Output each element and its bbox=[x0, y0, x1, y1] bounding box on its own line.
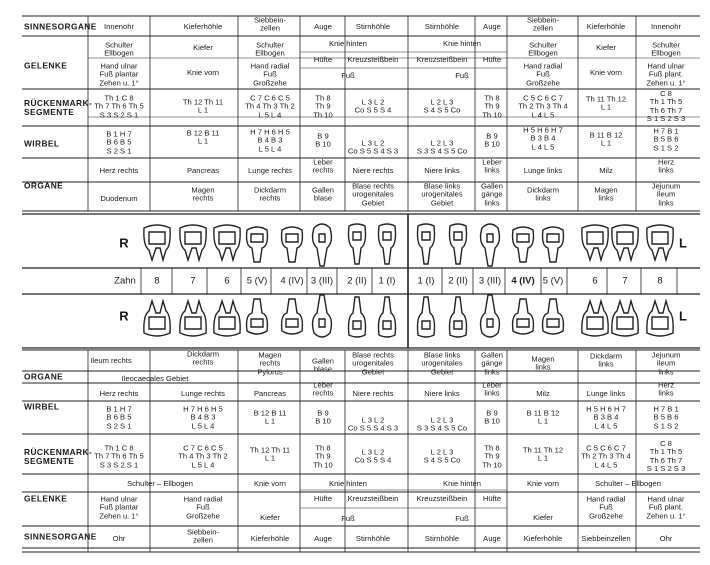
cell-text: Th 1 C 8 Th 7 Th 6 Th 5 S 3 S 2 S 1 bbox=[94, 443, 144, 470]
cell-text: Kreuzsteißbein bbox=[347, 54, 399, 64]
cell-text: Niere rechts bbox=[352, 388, 394, 398]
cell-text: L 3 L 2 Co S 5 S 4 S 3 bbox=[347, 138, 399, 156]
cell-text: Hüfte bbox=[313, 493, 333, 503]
cell-text: Knie hinten bbox=[329, 478, 367, 488]
cell-text: C 5 C 6 C 7 Th 2 Th 3 Th 4 L 4 L 5 bbox=[518, 93, 568, 120]
cell-text: Th 1 C 8 Th 7 Th 6 Th 5 S 3 S 2 S 1 bbox=[94, 93, 144, 120]
cell-text: Gallen blase bbox=[312, 185, 334, 203]
cell-text: B 9 B 10 bbox=[484, 131, 500, 149]
cell-text: Siebbein- zellen bbox=[253, 15, 287, 33]
cell-text: Hüfte bbox=[313, 54, 333, 64]
premolar-tooth-icon bbox=[247, 299, 268, 334]
cell-text: Auge bbox=[483, 533, 501, 543]
cell-text: Hand ulnar Fuß plantar Zehen u. 1° bbox=[99, 494, 139, 521]
molar-tooth-icon bbox=[612, 301, 638, 336]
cell-text: Blase links urogenitales Gebiet bbox=[421, 350, 463, 377]
row-label: RÜCKENMARK- SEGMENTE bbox=[24, 98, 93, 117]
cell-text: B 12 B 11 L 1 bbox=[186, 128, 220, 146]
premolar-tooth-icon bbox=[543, 299, 564, 334]
cell-text: C 8 Th 1 Th 5 Th 6 Th 7 S 1 S 2 S 3 bbox=[646, 439, 686, 474]
incisor-tooth-icon bbox=[450, 224, 467, 264]
cell-text: Kreuzsteißbein bbox=[416, 493, 468, 503]
cell-text: Hüfte bbox=[482, 54, 502, 64]
incisor-tooth-icon bbox=[418, 297, 435, 337]
cell-text: C 8 Th 1 Th 5 Th 6 Th 7 S 1 S 2 S 3 bbox=[646, 89, 686, 124]
cell-text: Kiefer bbox=[193, 42, 213, 52]
cell-text: Kiefer bbox=[260, 512, 280, 522]
cell-text: Innenohr bbox=[651, 21, 681, 31]
cell-text: Niere links bbox=[424, 388, 460, 398]
cell-text: L 3 L 2 Co S 5 S 4 bbox=[354, 97, 392, 115]
cell-text: Th 11 Th 12 L 1 bbox=[522, 445, 564, 463]
cell-text: Fuß bbox=[341, 513, 355, 523]
cell-text: Th 8 Th 9 Th 10 bbox=[313, 443, 333, 470]
molar-tooth-icon bbox=[214, 301, 240, 336]
cell-text: Stirnhöhle bbox=[424, 21, 460, 31]
cell-text: Schulter Ellbogen bbox=[104, 40, 134, 58]
cell-text: Kieferhöhle bbox=[523, 533, 563, 543]
cell-text: Kiefer bbox=[596, 42, 616, 52]
cell-text: B 11 B 12 L 1 bbox=[526, 408, 560, 426]
cell-text: C 7 C 6 C 5 Th 4 Th 3 Th 2 L 5 L 4 bbox=[245, 93, 295, 120]
molar-tooth-icon bbox=[582, 301, 608, 336]
cell-text: B 1 H 7 B 6 B 5 S 2 S 1 bbox=[106, 404, 132, 431]
cell-text: Schulter Ellbogen bbox=[255, 40, 285, 58]
cell-text: Leber rechts bbox=[312, 157, 334, 175]
cell-text: Lunge rechts bbox=[248, 165, 292, 175]
premolar-tooth-icon bbox=[513, 299, 534, 334]
canine-tooth-icon bbox=[481, 295, 500, 337]
lower-right-marker: R bbox=[119, 308, 129, 324]
cell-text: Schulter – Ellbogen bbox=[595, 478, 661, 488]
cell-text: Auge bbox=[314, 21, 332, 31]
canine-tooth-icon bbox=[313, 224, 332, 266]
molar-tooth-icon bbox=[612, 225, 638, 260]
cell-text: Ohr bbox=[659, 533, 673, 543]
premolar-tooth-icon bbox=[247, 227, 268, 262]
cell-text: Dickdarm links bbox=[526, 185, 560, 203]
cell-text: Siebbeinzellen bbox=[581, 533, 631, 543]
tooth-number: 2 (II) bbox=[448, 275, 468, 287]
molar-tooth-icon bbox=[647, 225, 673, 260]
cell-text: H 5 H 6 H 7 B 3 B 4 L 4 L 5 bbox=[586, 404, 626, 431]
tooth-number: 1 (I) bbox=[378, 275, 396, 287]
cell-text: Kieferhöhle bbox=[586, 21, 626, 31]
molar-tooth-icon bbox=[144, 301, 170, 336]
cell-text: Blase links urogenitales Gebiet bbox=[421, 181, 463, 208]
cell-text: Magen links bbox=[594, 185, 618, 203]
cell-text: Jejunum Ileum links bbox=[651, 181, 681, 208]
upper-right-marker: R bbox=[119, 235, 129, 251]
canine-tooth-icon bbox=[313, 295, 332, 337]
cell-text: H 7 H 6 H 5 B 4 B 3 L 5 L 4 bbox=[250, 127, 290, 154]
cell-text: C 7 C 6 C 5 Th 4 Th 3 Th 2 L 5 L 4 bbox=[178, 443, 228, 470]
cell-text: Stirnhöhle bbox=[424, 533, 460, 543]
cell-text: Gallen blase bbox=[312, 356, 334, 374]
row-label: WIRBEL bbox=[24, 401, 60, 412]
cell-text: B 11 B 12 L 1 bbox=[589, 130, 623, 148]
incisor-tooth-icon bbox=[450, 297, 467, 337]
upper-left-marker: L bbox=[679, 235, 687, 251]
cell-text: Auge bbox=[483, 21, 501, 31]
cell-text: Niere links bbox=[424, 165, 460, 175]
cell-text: Schulter Ellbogen bbox=[651, 40, 681, 58]
cell-text: Knie vorn bbox=[253, 478, 287, 488]
row-label: SINNESORGANE bbox=[24, 531, 97, 542]
cell-text: Schulter – Ellbogen bbox=[127, 478, 193, 488]
cell-text: Ileocaecales Gebiet bbox=[121, 373, 189, 383]
cell-text: Innenohr bbox=[104, 21, 134, 31]
cell-text: Dickdarm links bbox=[589, 351, 623, 369]
lower-left-marker: L bbox=[679, 308, 687, 324]
cell-text: Kieferhöhle bbox=[250, 533, 290, 543]
canine-tooth-icon bbox=[481, 224, 500, 266]
molar-tooth-icon bbox=[180, 225, 206, 260]
cell-text: Jejunum Ileum links bbox=[651, 350, 681, 377]
cell-text: Hand ulnar Fuß plant. Zehen u. 1° bbox=[646, 61, 686, 88]
cell-text: Herz links bbox=[657, 157, 675, 175]
cell-text: H 7 B 1 B 5 B 6 S 1 S 2 bbox=[653, 126, 679, 153]
row-label: SINNESORGANE bbox=[24, 21, 97, 32]
cell-text: Herz rechts bbox=[99, 388, 139, 398]
cell-text: Knie hinten bbox=[329, 38, 367, 48]
cell-text: Hüfte bbox=[482, 493, 502, 503]
tooth-number: 6 bbox=[592, 275, 598, 287]
cell-text: Ileum rechts bbox=[90, 355, 132, 365]
cell-text: Th 8 Th 9 Th 10 bbox=[482, 93, 502, 120]
cell-text: H 7 B 1 B 5 B 6 S 1 S 2 bbox=[653, 404, 679, 431]
cell-text: Lunge links bbox=[523, 165, 563, 175]
cell-text: Hand ulnar Fuß plantar Zehen u. 1° bbox=[99, 61, 139, 88]
cell-text: Pancreas bbox=[186, 165, 220, 175]
cell-text: Knie vorn bbox=[589, 67, 623, 77]
cell-text: Fuß bbox=[455, 70, 469, 80]
premolar-tooth-icon bbox=[282, 299, 303, 334]
cell-text: Herz rechts bbox=[99, 165, 139, 175]
tooth-number: 4 (IV) bbox=[280, 275, 304, 287]
cell-text: B 1 H 7 B 6 B 5 S 2 S 1 bbox=[106, 129, 132, 156]
tooth-number: 2 (II) bbox=[347, 275, 367, 287]
cell-text: C 5 C 6 C 7 Th 2 Th 3 Th 4 L 4 L 5 bbox=[581, 443, 631, 470]
cell-text: Knie vorn bbox=[526, 478, 560, 488]
tooth-number: 8 bbox=[154, 275, 160, 287]
cell-text: B 12 B 11 L 1 bbox=[253, 408, 287, 426]
molar-tooth-icon bbox=[180, 301, 206, 336]
cell-text: Th 12 Th 11 L 1 bbox=[182, 97, 224, 115]
cell-text: Th 8 Th 9 Th 10 bbox=[313, 93, 333, 120]
row-label: ORGANE bbox=[24, 180, 64, 191]
row-label: GELENKE bbox=[24, 60, 68, 71]
row-label: WIRBEL bbox=[24, 138, 60, 149]
tooth-number: 3 (III) bbox=[310, 275, 334, 287]
molar-tooth-icon bbox=[214, 225, 240, 260]
cell-text: Magen links bbox=[531, 354, 555, 372]
cell-text: Siebbein- zellen bbox=[526, 15, 560, 33]
cell-text: Th 11 Th 12 L 1 bbox=[585, 94, 627, 112]
cell-text: Kieferhöhle bbox=[183, 21, 223, 31]
cell-text: Siebbein- zellen bbox=[186, 527, 220, 545]
cell-text: Leber rechts bbox=[312, 380, 334, 398]
cell-text: Herz links bbox=[657, 380, 675, 398]
cell-text: Blase rechts urogenitales Gebiet bbox=[352, 181, 394, 208]
tooth-number: 5 (V) bbox=[246, 275, 268, 287]
row-label: RÜCKENMARK- SEGMENTE bbox=[24, 447, 93, 466]
cell-text: Auge bbox=[314, 533, 332, 543]
cell-text: Niere rechts bbox=[352, 165, 394, 175]
row-label: GELENKE bbox=[24, 493, 68, 504]
cell-text: Th 8 Th 9 Th 10 bbox=[482, 443, 502, 470]
premolar-tooth-icon bbox=[282, 227, 303, 262]
cell-text: B 9 B 10 bbox=[484, 408, 500, 426]
cell-text: L 3 L 2 Co S 5 S 4 bbox=[354, 447, 392, 465]
cell-text: Magen rechts bbox=[191, 185, 215, 203]
cell-text: L 2 L 3 S 4 S 5 Co bbox=[423, 447, 461, 465]
tooth-number: 1 (I) bbox=[417, 275, 435, 287]
cell-text: H 7 H 6 H 5 B 4 B 3 L 5 L 4 bbox=[183, 404, 223, 431]
cell-text: Fuß bbox=[455, 513, 469, 523]
cell-text: Schulter Ellbogen bbox=[528, 40, 558, 58]
cell-text: B 9 B 10 bbox=[315, 131, 331, 149]
cell-text: Kreuzsteißbein bbox=[416, 54, 468, 64]
incisor-tooth-icon bbox=[379, 224, 396, 264]
cell-text: L 2 L 3 S 3 S 4 S 5 Co bbox=[416, 138, 468, 156]
tooth-number: 6 bbox=[224, 275, 230, 287]
cell-text: Ohr bbox=[112, 533, 126, 543]
cell-text: Lunge rechts bbox=[181, 388, 225, 398]
cell-text: Magen rechts Pylorus bbox=[257, 350, 283, 377]
row-label: ORGANE bbox=[24, 371, 64, 382]
cell-text: Kiefer bbox=[533, 512, 553, 522]
cell-text: L 2 L 3 S 3 S 4 S 5 Co bbox=[416, 415, 468, 433]
tooth-number: 3 (III) bbox=[478, 275, 502, 287]
cell-text: Hand radial Fuß Großzehe bbox=[250, 61, 290, 88]
cell-text: Fuß bbox=[341, 70, 355, 80]
cell-text: Leber links bbox=[482, 157, 502, 175]
cell-text: Hand radial Fuß Großzehe bbox=[586, 494, 626, 521]
cell-text: B 9 B 10 bbox=[315, 408, 331, 426]
cell-text: Stirnhöhle bbox=[355, 533, 391, 543]
cell-text: Gallen gänge links bbox=[481, 181, 503, 208]
cell-text: L 3 L 2 Co S 5 S 4 S 3 bbox=[347, 415, 399, 433]
molar-tooth-icon bbox=[144, 225, 170, 260]
incisor-tooth-icon bbox=[349, 297, 366, 337]
cell-text: Pancreas bbox=[253, 388, 287, 398]
cell-text: Knie hinten bbox=[443, 38, 481, 48]
tooth-number: 7 bbox=[622, 275, 628, 287]
cell-text: Hand radial Fuß Großzehe bbox=[183, 494, 223, 521]
cell-text: Milz bbox=[536, 388, 550, 398]
cell-text: Duodenum bbox=[100, 193, 138, 203]
cell-text: Knie hinten bbox=[443, 478, 481, 488]
cell-text: L 2 L 3 S 4 S 5 Co bbox=[423, 97, 461, 115]
cell-text: Dickdarm rechts bbox=[186, 349, 220, 367]
molar-tooth-icon bbox=[582, 225, 608, 260]
cell-text: Lunge links bbox=[586, 388, 626, 398]
premolar-tooth-icon bbox=[513, 227, 534, 262]
incisor-tooth-icon bbox=[418, 224, 435, 264]
premolar-tooth-icon bbox=[543, 227, 564, 262]
cell-text: Milz bbox=[599, 165, 613, 175]
cell-text: Kreuzsteißbein bbox=[347, 493, 399, 503]
molar-tooth-icon bbox=[647, 301, 673, 336]
incisor-tooth-icon bbox=[379, 297, 396, 337]
cell-text: Th 12 Th 11 L 1 bbox=[249, 445, 291, 463]
cell-text: Hand ulnar Fuß plant. Zehen u. 1° bbox=[646, 494, 686, 521]
incisor-tooth-icon bbox=[349, 224, 366, 264]
cell-text: Blase rechts urogenitales Gebiet bbox=[352, 350, 394, 377]
zahn-label: Zahn bbox=[114, 275, 136, 287]
cell-text: Stirnhöhle bbox=[355, 21, 391, 31]
tooth-number: 8 bbox=[657, 275, 663, 287]
cell-text: Knie vorn bbox=[186, 67, 220, 77]
tooth-number: 7 bbox=[190, 275, 196, 287]
cell-text: H 5 H 6 H 7 B 3 B 4 L 4 L 5 bbox=[523, 125, 563, 152]
cell-text: Dickdarm rechts bbox=[253, 185, 287, 203]
tooth-number: 4 (IV) bbox=[511, 275, 535, 287]
cell-text: Hand radial Fuß Großzehe bbox=[523, 61, 563, 88]
cell-text: Leber links bbox=[482, 380, 502, 398]
cell-text: Gallen gänge links bbox=[481, 350, 503, 377]
tooth-number: 5 (V) bbox=[542, 275, 564, 287]
